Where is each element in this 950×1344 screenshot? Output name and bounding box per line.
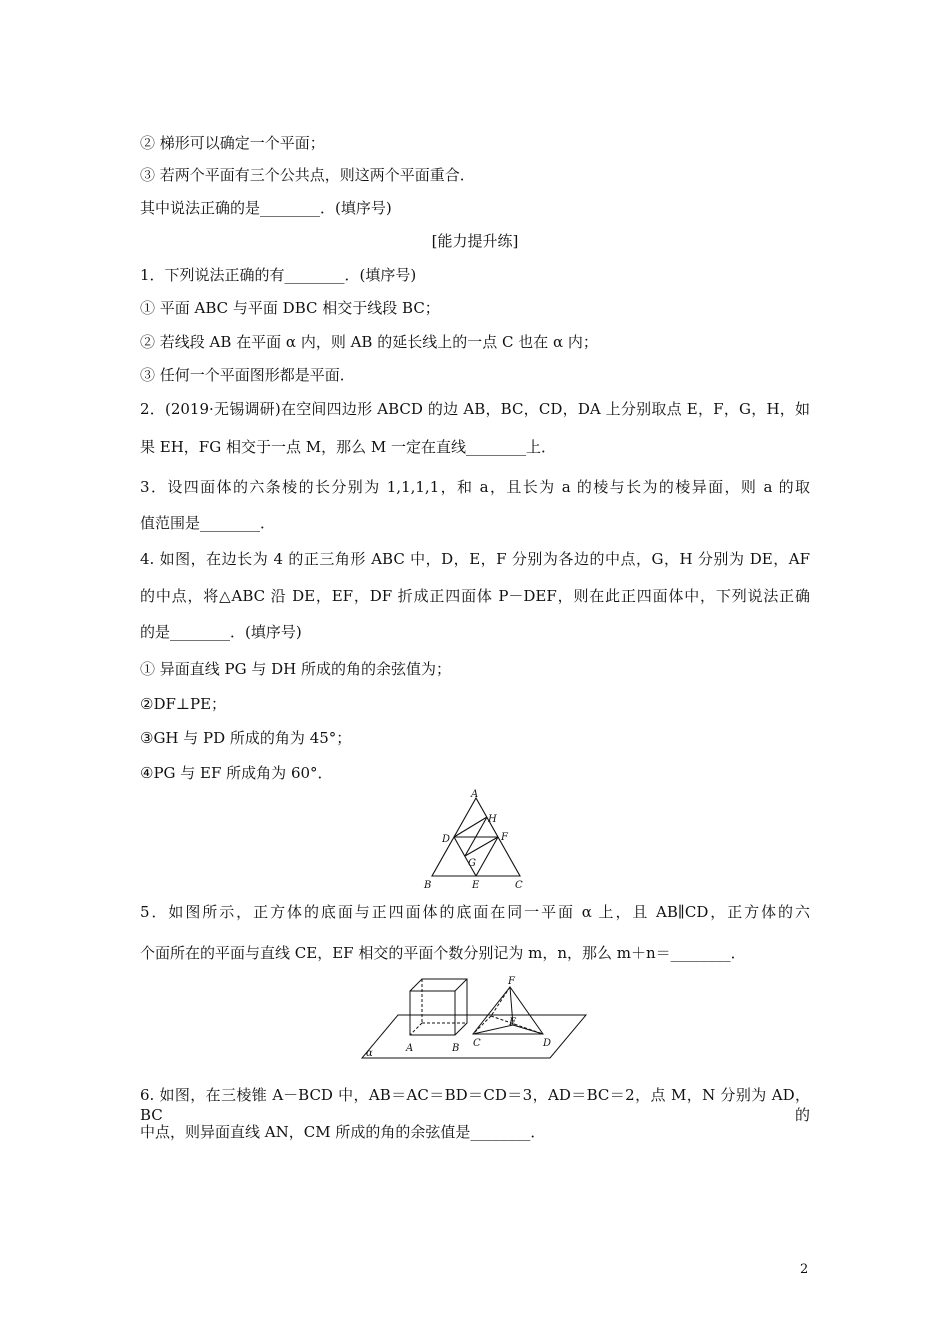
question-4-option-1: ① 异面直线 PG 与 DH 所成的角的余弦值为； <box>140 660 452 678</box>
question-2-line-1: 2．(2019·无锡调研)在空间四边形 ABCD 的边 AB，BC，CD，DA 上分别取点 E，F，G，H，如 <box>140 400 810 418</box>
question-6-line-2: 中点，则异面直线 AN，CM 所成的角的余弦值是________． <box>140 1123 546 1141</box>
question-1-option-3: ③ 任何一个平面图形都是平面． <box>140 366 355 384</box>
statement-3: ③ 若两个平面有三个公共点，则这两个平面重合． <box>140 166 475 184</box>
question-5-line-2: 个面所在的平面与直线 CE，EF 相交的平面个数分别记为 m，n，那么 m＋n＝________． <box>140 944 746 962</box>
statement-2: ② 梯形可以确定一个平面； <box>140 134 325 152</box>
label-A: A <box>471 789 479 800</box>
label-E: E <box>509 1017 517 1028</box>
page-number: 2 <box>800 1262 809 1277</box>
question-4-line-1: 4. 如图，在边长为 4 的正三角形 ABC 中，D，E，F 分别为各边的中点，G，H 分别为 DE，AF <box>140 550 810 568</box>
question-4-line-2: 的中点，将△ABC 沿 DE，EF，DF 折成正四面体 P－DEF，则在此正四面体中，下列说法正确 <box>140 587 810 605</box>
triangle-figure <box>418 788 538 892</box>
label-F: F <box>501 832 508 843</box>
question-6-line-1: 6. 如图，在三棱锥 A－BCD 中，AB＝AC＝BD＝CD＝3，AD＝BC＝2，点 M，N 分别为 AD，BC 的 <box>140 1086 810 1124</box>
label-F: F <box>508 976 515 987</box>
label-B: B <box>424 880 432 891</box>
question-3-line-1: 3．设四面体的六条棱的长分别为 1,1,1,1，和 a，且长为 a 的棱与长为的棱异面，则 a 的取 <box>140 478 810 496</box>
question-1-option-2: ② 若线段 AB 在平面 α 内，则 AB 的延长线上的一点 C 也在 α 内； <box>140 333 598 351</box>
label-B: B <box>452 1043 460 1054</box>
label-D: D <box>442 834 451 845</box>
question-4-option-4: ④PG 与 EF 所成角为 60°． <box>140 764 333 782</box>
label-H: H <box>488 814 497 825</box>
question-4-line-3: 的是________．(填序号) <box>140 623 302 641</box>
section-heading: [能力提升练] <box>431 232 519 250</box>
question-5-line-1: 5．如图所示，正方体的底面与正四面体的底面在同一平面 α 上，且 AB∥CD，正方体的六 <box>140 903 810 921</box>
question-3-line-2: 值范围是________． <box>140 514 276 532</box>
label-C: C <box>515 880 523 891</box>
question-4-option-2: ②DF⊥PE； <box>140 695 227 713</box>
question-4-option-3: ③GH 与 PD 所成的角为 45°； <box>140 729 352 747</box>
label-E: E <box>472 880 480 891</box>
question-2-line-2: 果 EH，FG 相交于一点 M，那么 M 一定在直线________上． <box>140 438 556 456</box>
answer-prompt: 其中说法正确的是________．(填序号) <box>140 199 392 217</box>
label-C: C <box>473 1038 481 1049</box>
cube-tetrahedron-figure <box>360 972 590 1064</box>
label-G: G <box>468 858 476 869</box>
question-1: 1．下列说法正确的有________．(填序号) <box>140 266 417 284</box>
label-A: A <box>406 1043 414 1054</box>
label-D: D <box>543 1038 552 1049</box>
question-1-option-1: ① 平面 ABC 与平面 DBC 相交于线段 BC； <box>140 299 440 317</box>
label-alpha: α <box>366 1048 373 1059</box>
